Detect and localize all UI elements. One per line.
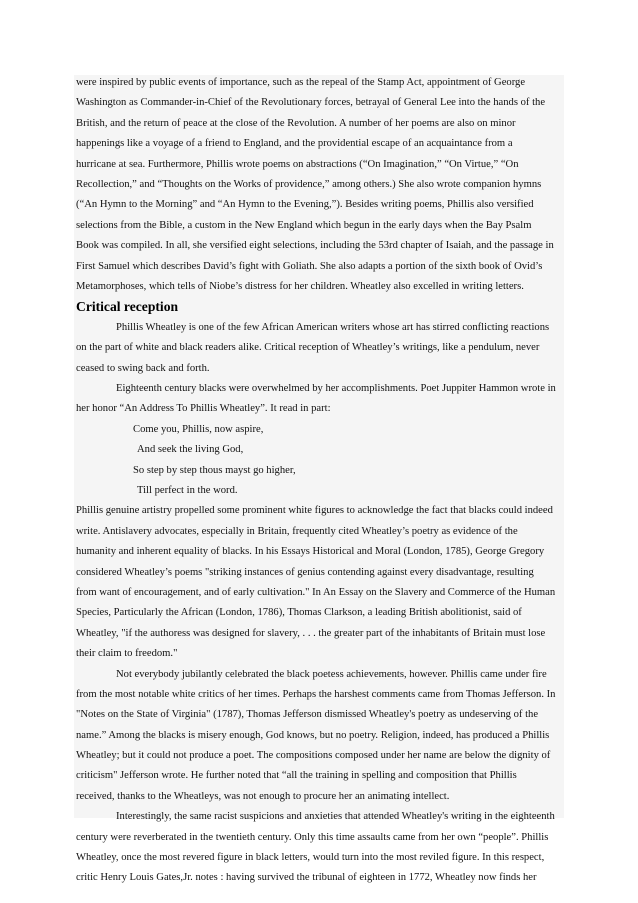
text-line: from the most notable white critics of her times. Perhaps the harshest comments came from Thomas Jefferson. In bbox=[76, 688, 556, 700]
text-line: name.” Among the blacks is misery enough, God knows, but no poetry. Religion, indeed, has produced a Phillis bbox=[76, 729, 550, 741]
section-heading: Critical reception bbox=[76, 299, 179, 315]
paragraph-reception bbox=[76, 318, 565, 379]
text-line: considered Wheatley’s poems "striking instances of genius contending against every disadvantage, resulting bbox=[76, 566, 534, 578]
text-line: British, and the return of peace at the close of the Revolution. A number of her poems are also on minor bbox=[76, 117, 516, 129]
paragraph-critics bbox=[76, 665, 565, 808]
paragraph-intro bbox=[76, 73, 565, 297]
document-body bbox=[76, 73, 565, 889]
text-line: century were reverberated in the twentieth century. Only this time assaults came from her own “people”. Phillis bbox=[76, 831, 549, 843]
text-line: Phillis genuine artistry propelled some prominent white figures to acknowledge the fact that blacks could indeed bbox=[76, 505, 553, 517]
text-line: were inspired by public events of importance, such as the repeal of the Stamp Act, appointment of George bbox=[76, 77, 526, 88]
paragraph-hammon bbox=[76, 379, 565, 420]
paragraph-twentieth-century bbox=[76, 807, 565, 889]
poem-excerpt bbox=[76, 420, 565, 502]
text-line: Wheatley, once the most revered figure in black letters, would turn into the most reviled figure. In this respect, bbox=[76, 852, 545, 864]
text-line: First Samuel which describes David’s fight with Goliath. She also adapts a portion of the sixth book of Ovid’s bbox=[76, 260, 543, 272]
text-line: write. Antislavery advocates, especially in Britain, frequently cited Wheatley’s poetry as evidence of the bbox=[76, 525, 518, 537]
text-line: humanity and inherent equality of blacks. In his Essays Historical and Moral (London, 1785), George Gregory bbox=[76, 546, 545, 558]
text-line: (“An Hymn to the Morning” and “An Hymn to the Evening,”). Besides writing poems, Phillis also versified bbox=[76, 199, 534, 211]
text-line: received, thanks to the Wheatleys, was not enough to procure her an animating intellect. bbox=[76, 790, 450, 802]
verse-line: And seek the living God, bbox=[137, 444, 244, 456]
text-line: ceased to swing back and forth. bbox=[76, 362, 210, 374]
text-line: Book was compiled. In all, she versified eight selections, including the 53rd chapter of Isaiah, and the passage in bbox=[76, 240, 554, 252]
verse-line: Come you, Phillis, now aspire, bbox=[133, 423, 264, 435]
text-line: Eighteenth century blacks were overwhelmed by her accomplishments. Poet Juppiter Hammon wrote in bbox=[116, 383, 556, 395]
text-line: Phillis Wheatley is one of the few African American writers whose art has stirred conflicting reactions bbox=[116, 321, 550, 333]
text-line: on the part of white and black readers alike. Critical reception of Wheatley’s writings, like a pendulum, never bbox=[76, 342, 540, 354]
text-line: happenings like a voyage of a friend to England, and the providential escape of an acquaintance from a bbox=[76, 138, 513, 150]
text-line: from want of encouragement, and of early cultivation." In An Essay on the Slavery and Commerce of the Human bbox=[76, 586, 556, 598]
text-line: Recollection,” and “Thoughts on the Works of providence,” among others.) She also wrote companion hymns bbox=[76, 178, 542, 190]
text-line: criticism" Jefferson wrote. He further noted that “all the training in spelling and composition that Phillis bbox=[76, 770, 517, 782]
text-line: Wheatley; but it could not produce a poet. The compositions composed under her name are below the dignity of bbox=[76, 750, 551, 762]
text-line: their claim to freedom." bbox=[76, 648, 178, 660]
text-line: selections from the Bible, a custom in the New England which begun in the early days when the Bay Psalm bbox=[76, 219, 532, 231]
text-line: Interestingly, the same racist suspicions and anxieties that attended Wheatley's writing in the eighteenth bbox=[116, 811, 555, 823]
text-line: hurricane at sea. Furthermore, Phillis wrote poems on abstractions (“On Imagination,” “On Virtue,” “On bbox=[76, 158, 519, 170]
text-line: Metamorphoses, which tells of Niobe’s distress for her children. Wheatley also excelled in writing letters. bbox=[76, 280, 524, 292]
text-line: her honor “An Address To Phillis Wheatley”. It read in part: bbox=[76, 403, 331, 415]
text-line: Not everybody jubilantly celebrated the black poetess achievements, however. Phillis came under fire bbox=[116, 668, 547, 680]
verse-line: So step by step thous mayst go higher, bbox=[133, 464, 296, 476]
text-line: critic Henry Louis Gates,Jr. notes : having survived the tribunal of eighteen in 1772, Wheatley now finds her bbox=[76, 872, 537, 884]
verse-line: Till perfect in the word. bbox=[137, 485, 238, 497]
text-line: Washington as Commander-in-Chief of the Revolutionary forces, betrayal of General Lee into the hands of the bbox=[76, 97, 546, 109]
text-line: "Notes on the State of Virginia" (1787), Thomas Jefferson dismissed Wheatley's poetry as undeserving of the bbox=[76, 709, 539, 721]
text-line: Species, Particularly the African (London, 1786), Thomas Clarkson, a leading British abolitionist, said of bbox=[76, 607, 522, 619]
paragraph-artistry bbox=[76, 501, 565, 664]
text-line: Wheatley, "if the authoress was designed for slavery, . . . the greater part of the inhabitants of Britain must lose bbox=[76, 627, 546, 639]
